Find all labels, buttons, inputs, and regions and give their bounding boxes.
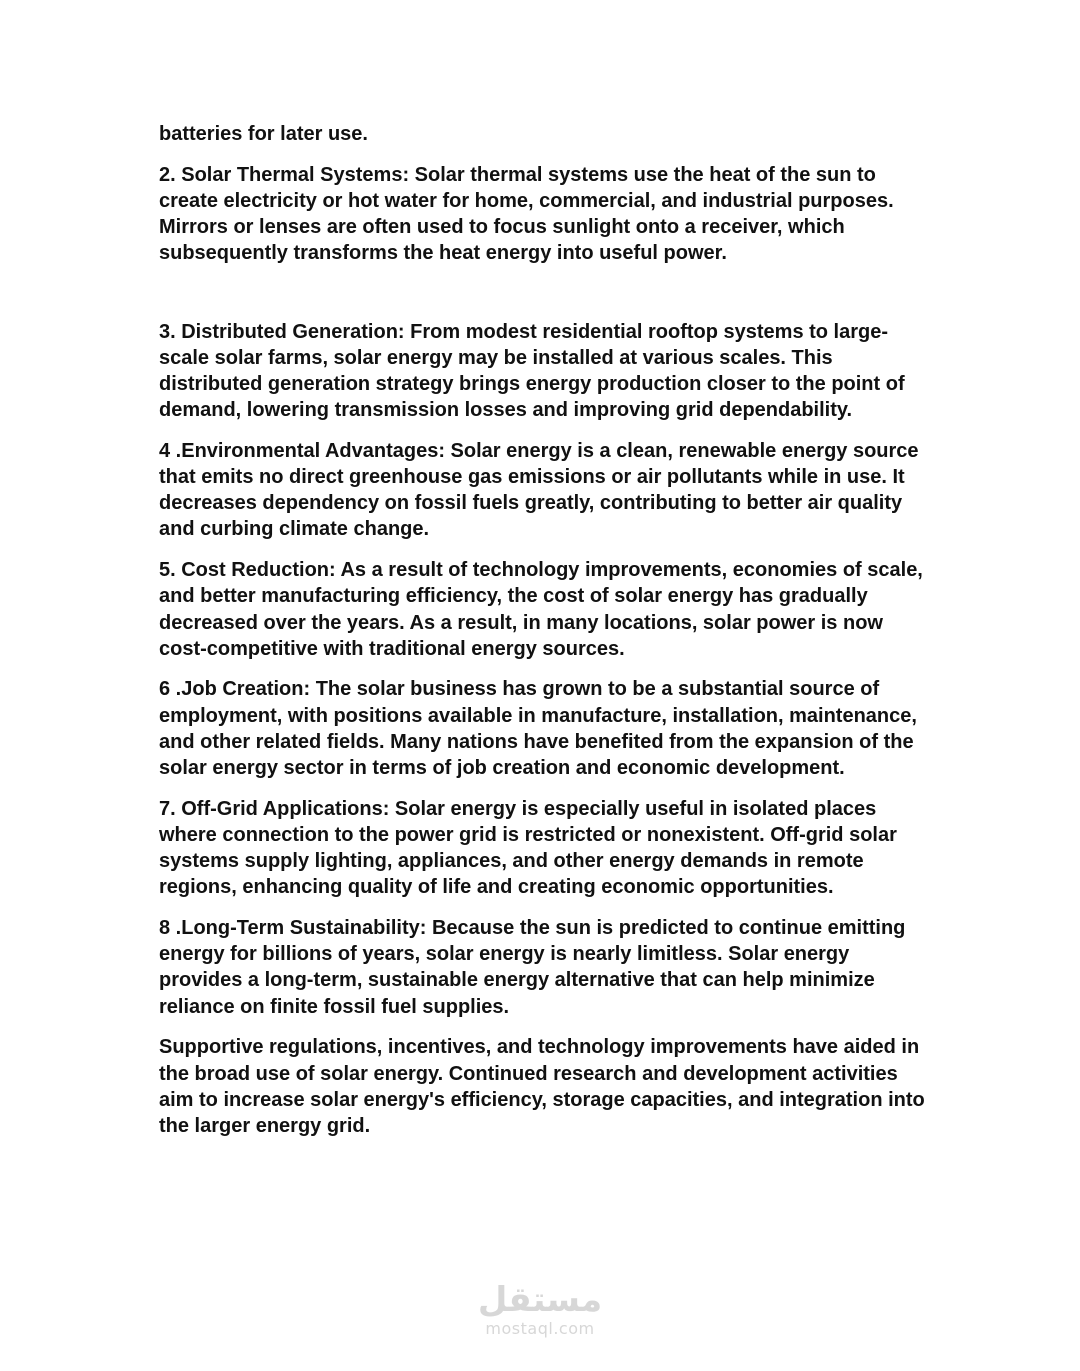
paragraph-distributed-generation: 3. Distributed Generation: From modest residential rooftop systems to large-scale solar farms, solar energy may be installed at various scales. This distributed generation strategy brings energy production closer to the point of demand, lowering transmission losses and improving grid dependability. [159, 320, 905, 422]
paragraph-job-creation: 6 .Job Creation: The solar business has grown to be a substantial source of employment, with positions available in manufacture, installation, maintenance, and other related fields. Many nations have benefited from the expansion of the solar energy sector in terms of job creation and economic development. [159, 678, 917, 780]
watermark-url: mostaql.com [485, 1319, 595, 1338]
paragraph-cost-reduction: 5. Cost Reduction: As a result of technology improvements, economies of scale, and better manufacturing efficiency, the cost of solar energy has gradually decreased over the years. As a result, in many locations, solar power is now cost-competitive with traditional energy sources. [159, 559, 923, 660]
watermark-logo: مستقل [477, 1280, 603, 1320]
mostaql-watermark [440, 1280, 640, 1338]
paragraph-intro-continuation: batteries for later use. [159, 123, 368, 145]
paragraph-off-grid-applications: 7. Off-Grid Applications: Solar energy is especially useful in isolated places where connection to the power grid is restricted or nonexistent. Off-grid solar systems supply lighting, appliances, and other energy demands in remote regions, enhancing quality of life and creating economic opportunities. [159, 797, 897, 899]
paragraph-long-term-sustainability: 8 .Long-Term Sustainability: Because the sun is predicted to continue emitting energy for billions of years, solar energy is nearly limitless. Solar energy provides a long-term, sustainable energy alternative that can help minimize reliance on finite fossil fuel supplies. [159, 917, 906, 1018]
document-body [159, 121, 929, 1154]
paragraph-solar-thermal-systems: 2. Solar Thermal Systems: Solar thermal systems use the heat of the sun to create electricity or hot water for home, commercial, and industrial purposes. Mirrors or lenses are often used to focus sunlight onto a receiver, which subsequently transforms the heat energy into useful power. [159, 163, 894, 265]
paragraph-conclusion: Supportive regulations, incentives, and technology improvements have aided in the broad use of solar energy. Continued research and development activities aim to increase solar energy's efficiency, storage capacities, and integration into the larger energy grid. [159, 1036, 925, 1137]
paragraph-environmental-advantages: 4 .Environmental Advantages: Solar energy is a clean, renewable energy source that emits no direct greenhouse gas emissions or air pollutants while in use. It decreases dependency on fossil fuels greatly, contributing to better air quality and curbing climate change. [159, 439, 919, 541]
